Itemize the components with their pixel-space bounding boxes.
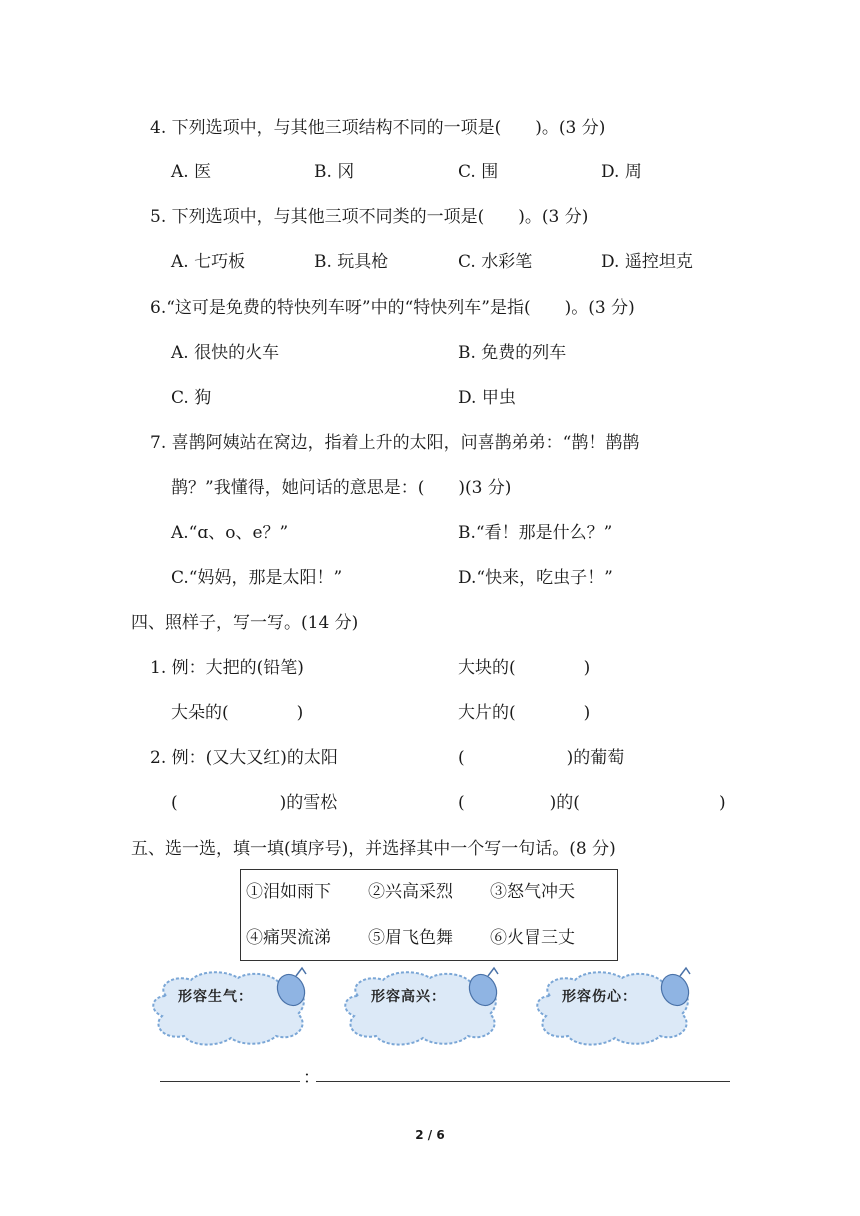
q6-option-a[interactable]: A. 很快的火车 <box>171 343 280 363</box>
cloud-happy[interactable] <box>338 966 508 1048</box>
q4-option-d[interactable]: D. 周 <box>601 162 642 182</box>
idiom-5: ⑤眉飞色舞 <box>368 928 453 948</box>
idiom-6: ⑥火冒三丈 <box>490 928 575 948</box>
cloud-angry[interactable] <box>146 966 316 1048</box>
question-4-stem: 4. 下列选项中，与其他三项结构不同的一项是( )。(3 分) <box>150 118 606 138</box>
question-7-stem-line1: 7. 喜鹊阿姨站在窝边，指着上升的太阳，问喜鹊弟弟：“鹊！鹊鹊 <box>150 433 640 453</box>
question-6-stem: 6.“这可是免费的特快列车呀”中的“特快列车”是指( )。(3 分) <box>150 298 635 318</box>
s4-item1-blank-d[interactable]: 大片的( ) <box>458 703 591 723</box>
q5-option-b[interactable]: B. 玩具枪 <box>314 252 389 272</box>
idiom-box <box>240 869 618 961</box>
q7-option-a[interactable]: A.“ɑ、o、e？” <box>171 523 289 543</box>
cloud-happy-label: 形容高兴： <box>371 989 446 1005</box>
q6-option-c[interactable]: C. 狗 <box>171 388 212 408</box>
q5-option-a[interactable]: A. 七巧板 <box>171 252 246 272</box>
s4-item2-blank-d[interactable]: ( )的( <box>458 793 580 813</box>
s4-item2-blank-d-close: ) <box>719 793 726 813</box>
q7-option-b[interactable]: B.“看！那是什么？” <box>458 523 613 543</box>
question-5-stem: 5. 下列选项中，与其他三项不同类的一项是( )。(3 分) <box>150 207 589 227</box>
page-number: 2 / 6 <box>415 1128 445 1142</box>
idiom-2: ②兴高采烈 <box>368 882 453 902</box>
cloud-sad[interactable] <box>530 966 700 1048</box>
section-4-title: 四、照样子，写一写。(14 分) <box>131 613 359 633</box>
q6-option-d[interactable]: D. 甲虫 <box>458 388 516 408</box>
cloud-sad-label: 形容伤心： <box>562 989 637 1005</box>
q6-option-b[interactable]: B. 免费的列车 <box>458 343 567 363</box>
q4-option-b[interactable]: B. 冈 <box>314 162 355 182</box>
question-7-stem-line2: 鹊？”我懂得，她问话的意思是：( )(3 分) <box>171 478 512 498</box>
idiom-1: ①泪如雨下 <box>246 882 331 902</box>
q5-option-d[interactable]: D. 遥控坦克 <box>601 252 693 272</box>
q7-option-c[interactable]: C.“妈妈，那是太阳！” <box>171 568 343 588</box>
q4-option-a[interactable]: A. 医 <box>171 162 212 182</box>
s4-item1-example: 1. 例：大把的(铅笔) <box>150 658 304 678</box>
q7-option-d[interactable]: D.“快来，吃虫子！” <box>458 568 613 588</box>
s4-item2-blank-c[interactable]: ( )的雪松 <box>171 793 338 813</box>
q4-option-c[interactable]: C. 围 <box>458 162 499 182</box>
section-5-title: 五、选一选，填一填(填序号)，并选择其中一个写一句话。(8 分) <box>131 839 616 859</box>
s4-item2-example: 2. 例：(又大又红)的太阳 <box>150 748 338 768</box>
s4-item2-blank-b[interactable]: ( )的葡萄 <box>458 748 625 768</box>
s4-item1-blank-b[interactable]: 大块的( ) <box>458 658 591 678</box>
idiom-4: ④痛哭流涕 <box>246 928 331 948</box>
answer-line-sentence[interactable] <box>316 1081 730 1082</box>
s4-item1-blank-c[interactable]: 大朵的( ) <box>171 703 304 723</box>
q5-option-c[interactable]: C. 水彩笔 <box>458 252 533 272</box>
cloud-angry-label: 形容生气： <box>178 989 253 1005</box>
answer-line-idiom[interactable] <box>160 1081 300 1082</box>
answer-colon: ： <box>303 1068 320 1088</box>
idiom-3: ③怒气冲天 <box>490 882 575 902</box>
